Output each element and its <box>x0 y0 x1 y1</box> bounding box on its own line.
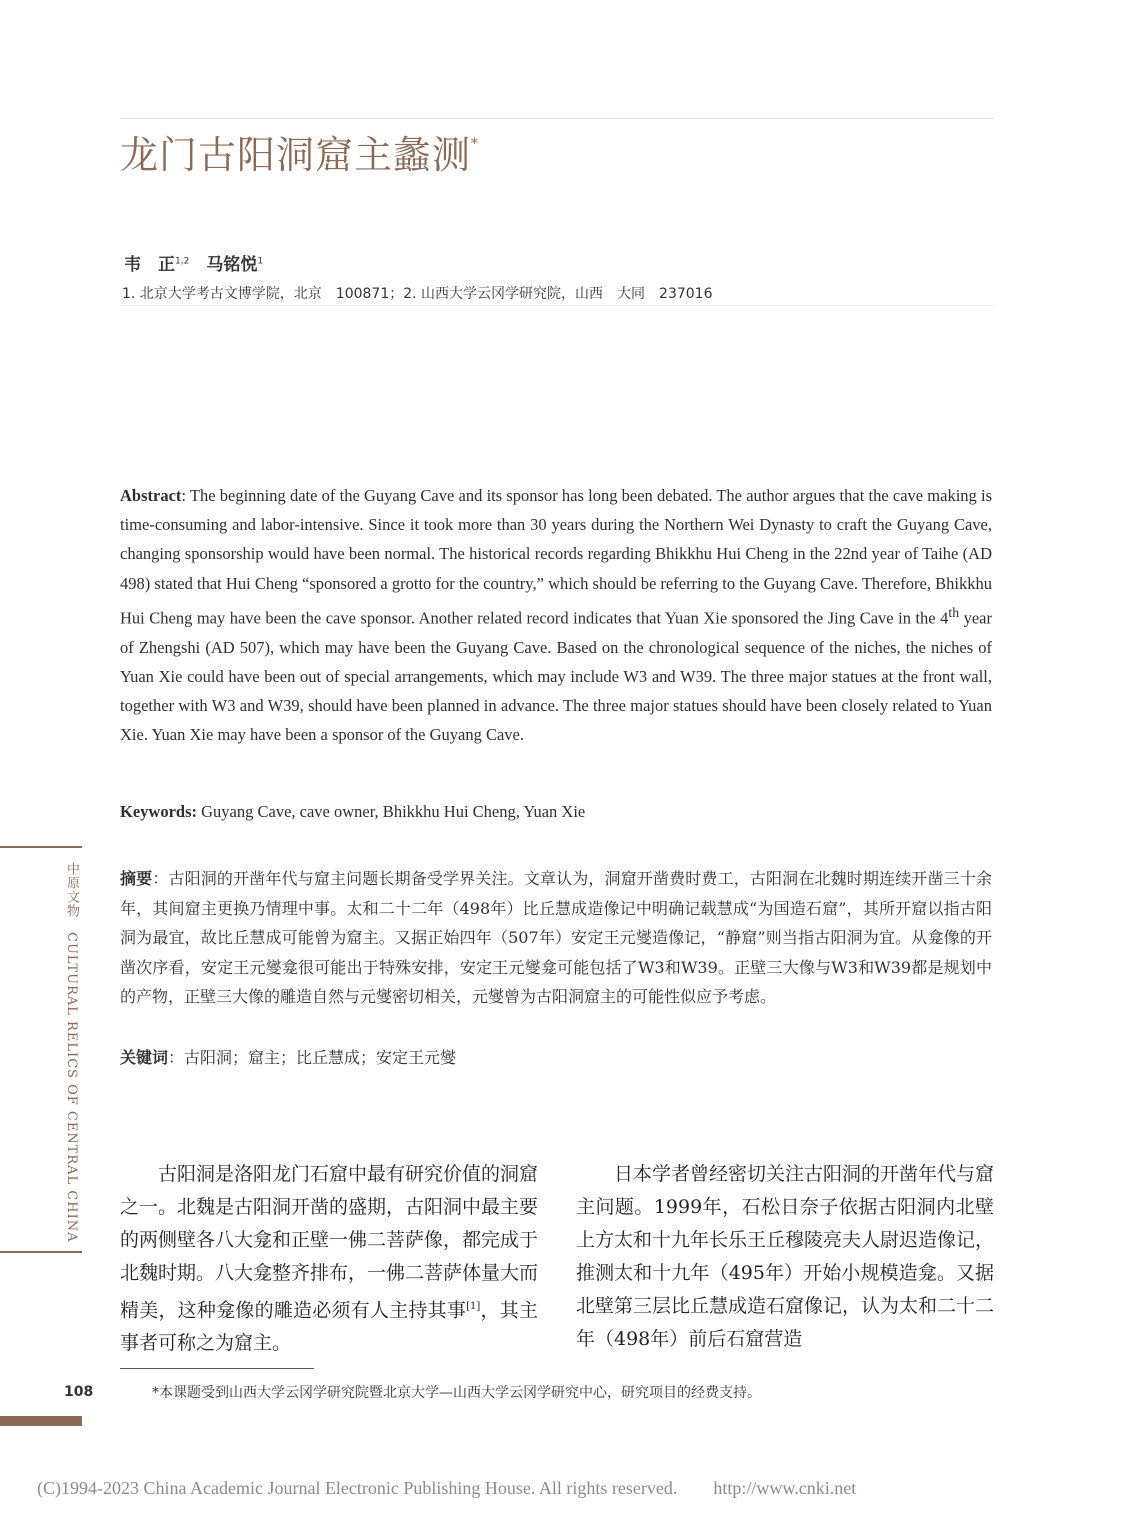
english-keywords: Keywords: Guyang Cave, cave owner, Bhikkhu Hui Cheng, Yuan Xie <box>120 802 586 821</box>
citation-ref[interactable]: [1] <box>466 1301 481 1312</box>
english-abstract: Abstract: The beginning date of the Guyang Cave and its sponsor has long been debated. The author argues that the cave making is time-consuming and labor-intensive. Since it took more than 30 years during the Northern Wei Dynasty to craft the Guyang Cave, changing sponsorship would have been normal. The historical records regarding Bhikkhu Hui Cheng in the 22nd year of Taihe (AD 498) stated that Hui Cheng “sponsored a grotto for the country,” which should be referring to the Guyang Cave. Therefore, Bhikkhu Hui Cheng may have been the cave sponsor. Another related record indicates that Yuan Xie sponsored the Jing Cave in the 4th year of Zhengshi (AD 507), which may have been the Guyang Cave. Based on the chronological sequence of the niches, the niches of Yuan Xie could have been out of special arrangements, which may include W3 and W39. The three major statues at the front wall, together with W3 and W39, should have been planned in advance. The three major statues should have been closely related to Yuan Xie. Yuan Xie may have been a sponsor of the Guyang Cave. <box>120 486 992 745</box>
affiliation: 1. 北京大学考古文博学院，北京 100871；2. 山西大学云冈学研究院，山西 大同 237016 <box>122 286 713 302</box>
body-column-left: 古阳洞是洛阳龙门石窟中最有研究价值的洞窟之一。北魏是古阳洞开凿的盛期，古阳洞中最主要的两侧壁各八大龛和正壁一佛二菩萨像，都完成于北魏时期。八大龛整齐排布，一佛二菩萨体量大而精美，这种龛像的雕造必须有人主持其事[1]，其主事者可称之为窟主。 <box>120 1163 539 1355</box>
author-line: 韦 正$^{1,2}$ 马铭悦$^1$ <box>124 255 264 275</box>
chinese-abstract: 摘要：古阳洞的开凿年代与窟主问题长期备受学界关注。文章认为，洞窟开凿费时费工，古阳洞在北魏时期连续开凿三十余年，其间窟主更换乃情理中事。太和二十二年（498年）比丘慧成造像记中明确记载慧成“为国造石窟”，其所开窟以指古阳洞为最宜，故比丘慧成可能曾为窟主。又据正始四年（507年）安定王元燮造像记，“静窟”则当指古阳洞为宜。从龛像的开凿次序看，安定王元燮龛很可能出于特殊安排，安定王元燮龛可能包括了W3和W39。正壁三大像与W3和W39都是规划中的产物，正壁三大像的雕造自然与元燮密切相关，元燮曾为古阳洞窟主的可能性似应予考虑。 <box>120 869 992 1006</box>
abstract-label: Abstract <box>120 486 182 505</box>
page-number: 108 <box>64 1384 94 1400</box>
journal-name: 中原文物 CULTURAL RELICS OF CENTRAL CHINA <box>64 862 79 1243</box>
chinese-keywords: 关键词：古阳洞；窟主；比丘慧成；安定王元燮 <box>120 1048 457 1067</box>
footnote: *本课题受到山西大学云冈学研究院暨北京大学—山西大学云冈学研究中心，研究项目的经费支持。 <box>152 1385 761 1401</box>
author-name: 马铭悦 <box>206 255 258 275</box>
title-footnote-mark: * <box>471 136 480 152</box>
author-name: 韦 正 <box>124 255 175 275</box>
copyright-notice: (C)1994-2023 China Academic Journal Electronic Publishing House. All rights reserved. http://www.cnki.net <box>37 1478 857 1498</box>
side-accent-line <box>0 1251 82 1253</box>
body-column-right: 日本学者曾经密切关注古阳洞的开凿年代与窟主问题。1999年，石松日奈子依据古阳洞内北壁上方太和十九年长乐王丘穆陵亮夫人尉迟造像记，推测太和十九年（495年）开始小规模造龛。又据北壁第三层比丘慧成造石窟像记，认为太和二十二年（498年）前后石窟营造 <box>576 1163 995 1350</box>
page-accent-bar <box>0 1416 82 1426</box>
side-accent-line <box>0 846 82 848</box>
affiliation-rule <box>120 305 994 306</box>
footnote-rule <box>120 1368 314 1369</box>
article-title: 龙门古阳洞窟主蠡测* <box>120 133 480 177</box>
header-rule <box>120 118 994 119</box>
